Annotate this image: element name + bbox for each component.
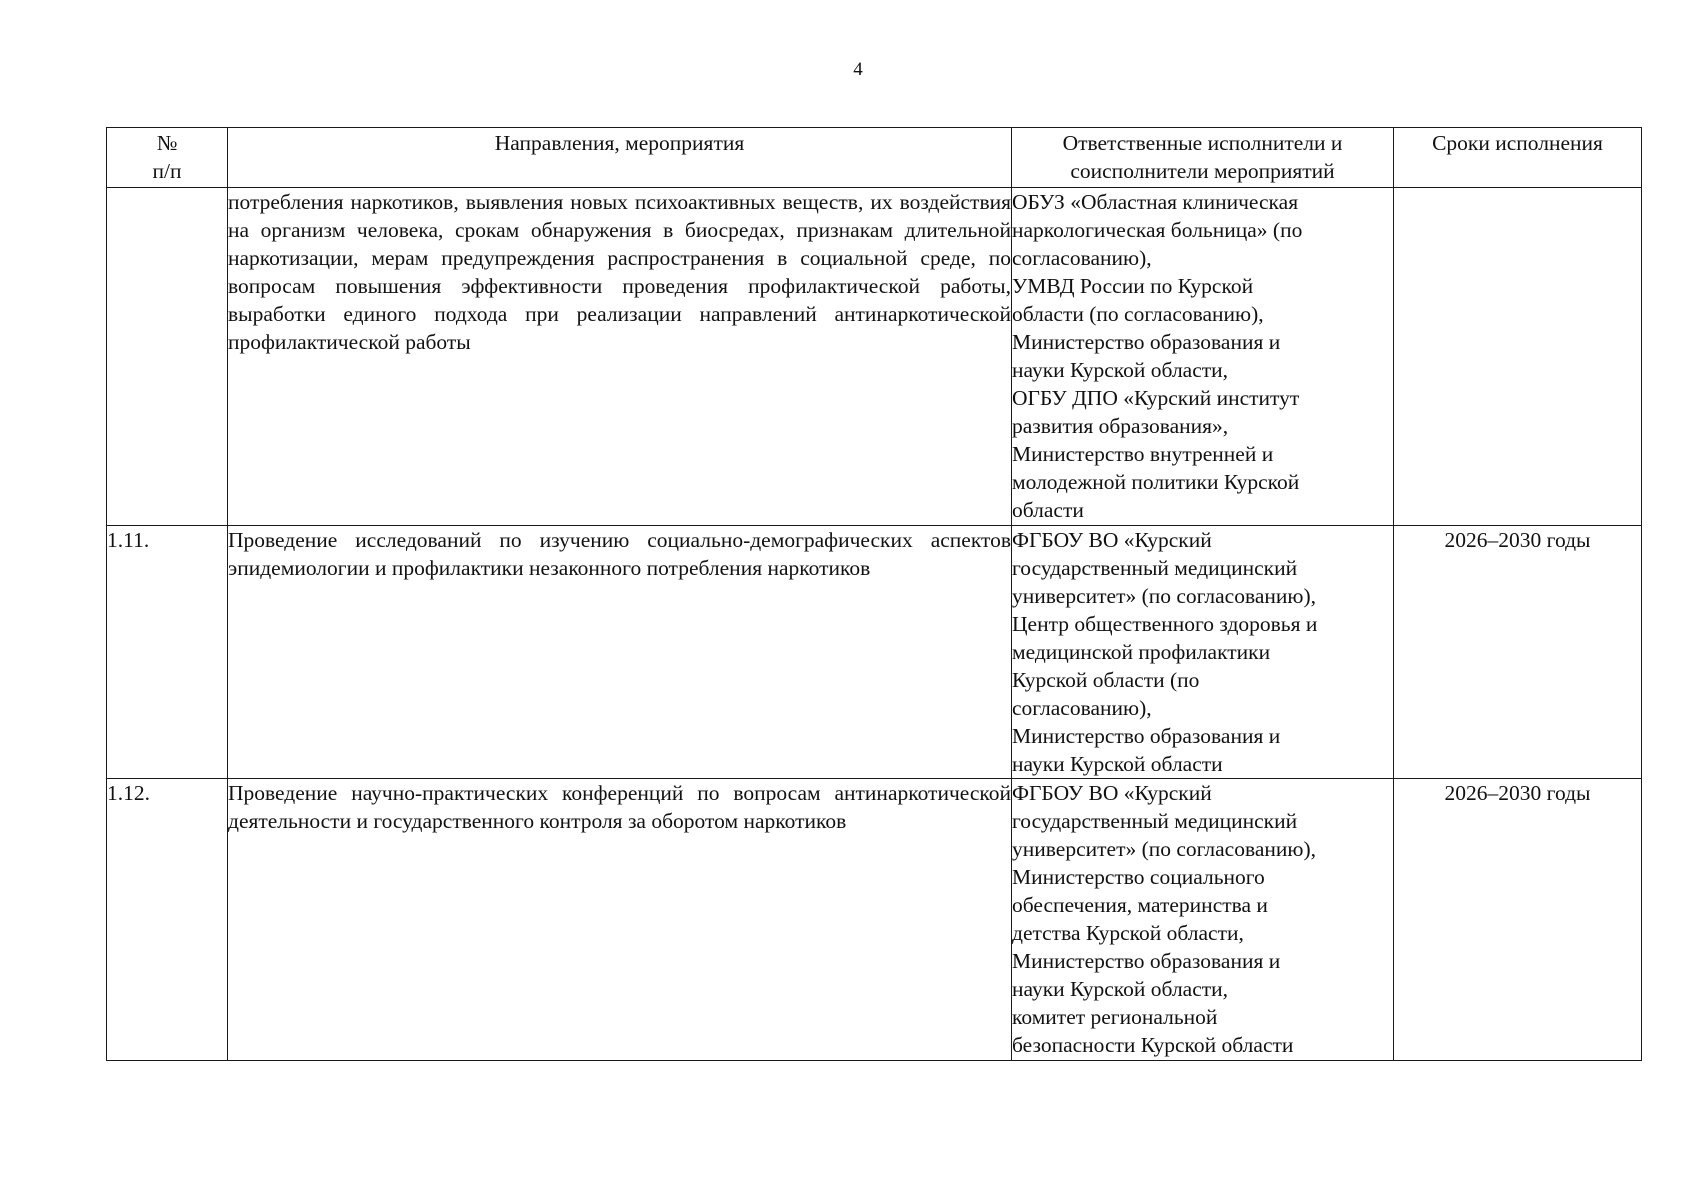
row-number: 1.12. <box>107 779 228 1061</box>
responsible-line: государственный медицинский <box>1012 809 1298 833</box>
row-responsible <box>1012 188 1394 526</box>
responsible-line: ФГБОУ ВО «Курский <box>1012 528 1212 552</box>
responsible-line: Министерство образования и <box>1012 724 1281 748</box>
responsible-line: ОГБУ ДПО «Курский институт <box>1012 386 1300 410</box>
responsible-line: Министерство внутренней и <box>1012 442 1274 466</box>
responsible-line: согласованию), <box>1012 696 1152 720</box>
responsible-line: Министерство социального <box>1012 865 1265 889</box>
responsible-line: развития образования», <box>1012 414 1229 438</box>
header-responsible <box>1012 128 1394 188</box>
activities-table <box>106 127 1642 1061</box>
row-activity: потребления наркотиков, выявления новых психоактивных веществ, их воздействия на организм человека, срокам обнаружения в биосредах, признакам длительной наркотизации, мерам предупреждения распространения в социальной среде, по вопросам повышения эффективности проведения профилактической работы, выработки единого подхода при реализации направлений антинаркотической профилактической работы <box>228 188 1012 526</box>
responsible-line: молодежной политики Курской <box>1012 470 1300 494</box>
responsible-line: согласованию), <box>1012 246 1152 270</box>
responsible-line: Центр общественного здоровья и <box>1012 612 1318 636</box>
responsible-line: наркологическая больница» (по <box>1012 218 1303 242</box>
page-number: 4 <box>853 59 863 80</box>
responsible-line: детства Курской области, <box>1012 921 1244 945</box>
row-deadline: 2026–2030 годы <box>1394 779 1642 1061</box>
responsible-line: науки Курской области <box>1012 752 1223 776</box>
header-responsible-line2: соисполнители мероприятий <box>1070 159 1335 183</box>
responsible-line: науки Курской области, <box>1012 358 1229 382</box>
responsible-line: Министерство образования и <box>1012 330 1281 354</box>
header-deadline: Сроки исполнения <box>1394 128 1642 188</box>
row-number <box>107 188 228 526</box>
responsible-line: медицинской профилактики <box>1012 640 1271 664</box>
responsible-line: области (по согласованию), <box>1012 302 1264 326</box>
responsible-line: безопасности Курской области <box>1012 1033 1294 1057</box>
responsible-line: университет» (по согласованию), <box>1012 584 1316 608</box>
responsible-line: комитет региональной <box>1012 1005 1218 1029</box>
responsible-line: науки Курской области, <box>1012 977 1229 1001</box>
row-deadline: 2026–2030 годы <box>1394 526 1642 779</box>
responsible-line: университет» (по согласованию), <box>1012 837 1316 861</box>
header-number-line2: п/п <box>152 159 182 183</box>
row-deadline <box>1394 188 1642 526</box>
responsible-line: УМВД России по Курской <box>1012 274 1254 298</box>
responsible-line: Курской области (по <box>1012 668 1200 692</box>
responsible-line: обеспечения, материнства и <box>1012 893 1268 917</box>
row-activity: Проведение исследований по изучению социально-демографических аспектов эпидемиологии и профилактики незаконного потребления наркотиков <box>228 526 1012 779</box>
header-number-line1: № <box>156 131 178 155</box>
header-number <box>107 128 228 188</box>
responsible-line: Министерство образования и <box>1012 949 1281 973</box>
responsible-line: области <box>1012 498 1084 522</box>
responsible-line: ОБУЗ «Областная клиническая <box>1012 190 1299 214</box>
header-responsible-line1: Ответственные исполнители и <box>1062 131 1343 155</box>
row-responsible <box>1012 779 1394 1061</box>
row-activity: Проведение научно-практических конференций по вопросам антинаркотической деятельности и государственного контроля за оборотом наркотиков <box>228 779 1012 1061</box>
header-activities: Направления, мероприятия <box>228 128 1012 188</box>
responsible-line: государственный медицинский <box>1012 556 1298 580</box>
responsible-line: ФГБОУ ВО «Курский <box>1012 781 1212 805</box>
table-row <box>107 188 1642 526</box>
row-responsible <box>1012 526 1394 779</box>
row-number: 1.11. <box>107 526 228 779</box>
table-row <box>107 779 1642 1061</box>
table-header-row <box>107 128 1642 188</box>
table-row <box>107 526 1642 779</box>
